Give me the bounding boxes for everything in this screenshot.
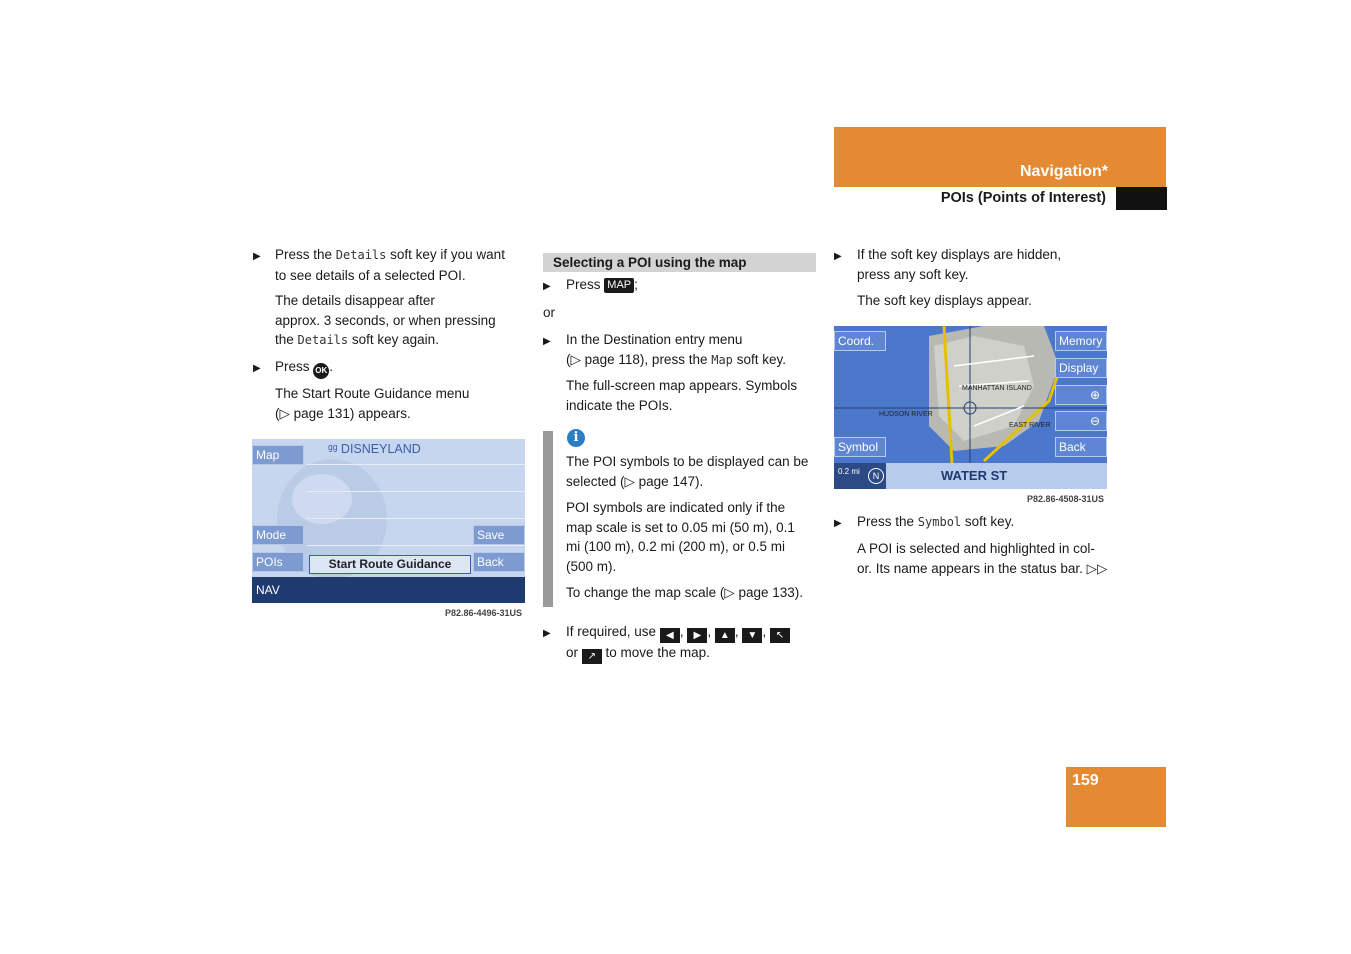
- zoom-in-icon[interactable]: ⊕: [1055, 385, 1107, 405]
- scale-label: 0.2 mi: [838, 467, 860, 476]
- text: or: [566, 645, 579, 660]
- text: (▷ page 118), press the: [566, 351, 708, 367]
- text: Press: [275, 359, 310, 374]
- poi-icon: ᵍᵍ: [328, 442, 338, 456]
- softkey-save[interactable]: Save: [473, 525, 525, 545]
- text: soft key if you want: [390, 247, 505, 262]
- softkey-mode[interactable]: Mode: [252, 525, 304, 545]
- text: The details disappear after: [275, 293, 435, 308]
- header-tab-marker: [1116, 187, 1167, 210]
- info-text-2: [566, 498, 795, 576]
- text: If required, use: [566, 624, 657, 639]
- text: Press the: [857, 514, 915, 529]
- down-arrow-icon: ▼: [742, 628, 762, 643]
- result-start-route: [275, 384, 469, 423]
- info-sidebar: [543, 431, 553, 607]
- diagonal-right-arrow-icon: ↗: [582, 649, 602, 664]
- compass-icon: N: [868, 468, 884, 484]
- text: .: [329, 359, 334, 374]
- header-band: [834, 127, 1166, 187]
- left-arrow-icon: ◀: [660, 628, 680, 643]
- text: The POI symbols to be displayed can be: [566, 454, 809, 469]
- text: approx. 3 seconds, or when pressing: [275, 312, 496, 328]
- text: press any soft key.: [857, 266, 969, 282]
- softkey-back[interactable]: Back: [1055, 437, 1107, 457]
- result-softkeys-appear: The soft key displays appear.: [857, 293, 1032, 308]
- softkey-pois[interactable]: POIs: [252, 552, 304, 572]
- softkey-name: Symbol: [917, 515, 962, 529]
- text: Press: [566, 277, 601, 292]
- nav-status-bar: NAV: [252, 577, 525, 603]
- text: A POI is selected and highlighted in col-: [857, 541, 1095, 556]
- map-key-icon: MAP: [604, 278, 634, 293]
- bullet-arrow-icon: ▶: [543, 336, 551, 347]
- up-arrow-icon: ▲: [715, 628, 735, 643]
- text: mi (100 m), 0.2 mi (200 m), or 0.5 mi: [566, 539, 786, 554]
- or-text: or: [543, 305, 556, 320]
- text: The Start Route Guidance menu: [275, 386, 470, 401]
- bullet-arrow-icon: ▶: [834, 518, 842, 529]
- diagonal-left-arrow-icon: ↖: [770, 628, 790, 643]
- right-arrow-icon: ▶: [687, 628, 707, 643]
- text: indicate the POIs.: [566, 397, 673, 413]
- figure-caption: P82.86-4496-31US: [445, 608, 523, 618]
- text: The full-screen map appears. Symbols: [566, 378, 798, 393]
- start-route-guidance-button[interactable]: Start Route Guidance: [309, 555, 471, 574]
- text: ;: [634, 277, 638, 292]
- bullet-arrow-icon: ▶: [543, 628, 551, 639]
- text: or. Its name appears in the status bar. ▷▷: [857, 560, 1108, 576]
- softkey-map[interactable]: Map: [252, 445, 304, 465]
- text: soft key.: [964, 514, 1015, 529]
- info-text-1: [566, 452, 808, 491]
- bullet-arrow-icon: ▶: [253, 251, 261, 262]
- instruction-press-map: [566, 275, 638, 295]
- info-text-3: To change the map scale (▷ page 133).: [566, 585, 804, 600]
- text: to move the map.: [605, 645, 710, 660]
- softkey-coord[interactable]: Coord.: [834, 331, 886, 351]
- softkey-symbol[interactable]: Symbol: [834, 437, 886, 457]
- text: selected (▷ page 147).: [566, 473, 704, 489]
- page-number-box: [1066, 767, 1166, 827]
- subsection-heading: Selecting a POI using the map: [543, 253, 816, 272]
- softkey-back[interactable]: Back: [473, 552, 525, 572]
- result-details: [275, 291, 496, 351]
- instruction-softkeys-hidden: [857, 245, 1061, 284]
- text: (500 m).: [566, 558, 617, 574]
- start-route-guidance-screen: [252, 439, 525, 603]
- softkey-memory[interactable]: Memory: [1055, 331, 1107, 351]
- zoom-out-icon[interactable]: ⊖: [1055, 411, 1107, 431]
- text: to see details of a selected POI.: [275, 267, 466, 283]
- text: If the soft key displays are hidden,: [857, 247, 1062, 262]
- instruction-destination-menu: [566, 330, 786, 370]
- text: POI symbols are indicated only if the: [566, 500, 786, 515]
- destination-name: [328, 442, 421, 456]
- map-label-manhattan: MANHATTAN ISLAND: [962, 385, 1032, 392]
- text: the: [275, 332, 294, 347]
- destination-label: DISNEYLAND: [340, 442, 421, 456]
- map-label-east-river: EAST RIVER: [1009, 422, 1051, 429]
- map-label-hudson: HUDSON RIVER: [879, 411, 933, 418]
- text: (▷ page 131) appears.: [275, 405, 411, 421]
- text: In the Destination entry menu: [566, 332, 743, 347]
- instruction-press-symbol: [857, 512, 1014, 533]
- text: soft key.: [736, 351, 786, 367]
- bullet-arrow-icon: ▶: [253, 363, 261, 374]
- map-screen: [834, 326, 1107, 489]
- bullet-arrow-icon: ▶: [543, 281, 551, 292]
- softkey-display[interactable]: Display: [1055, 358, 1107, 378]
- map-status-bar: WATER ST: [886, 463, 1107, 489]
- text: map scale is set to 0.05 mi (50 m), 0.1: [566, 519, 795, 535]
- text: Press the: [275, 247, 333, 262]
- figure-caption: P82.86-4508-31US: [1027, 494, 1105, 504]
- softkey-name: Details: [335, 248, 387, 262]
- text: soft key again.: [351, 332, 439, 347]
- map-scale-indicator: [834, 463, 886, 489]
- bullet-arrow-icon: ▶: [834, 251, 842, 262]
- info-icon: i: [567, 429, 585, 447]
- page-number: 159: [1072, 772, 1099, 789]
- instruction-move-map: If required, use ◀ , ▶ , ▲ , ▼ , ↖ or ↗ to move the map.: [566, 622, 790, 664]
- softkey-name: Details: [297, 333, 349, 347]
- softkey-name: Map: [711, 352, 733, 367]
- ok-button-icon: OK: [313, 363, 329, 379]
- instruction-details: [275, 245, 505, 285]
- chapter-title: Navigation*: [1019, 163, 1108, 180]
- result-full-screen-map: [566, 376, 797, 415]
- result-poi-selected: [857, 539, 1107, 578]
- section-title: POIs (Points of Interest): [940, 190, 1106, 206]
- instruction-press-ok: [275, 357, 333, 379]
